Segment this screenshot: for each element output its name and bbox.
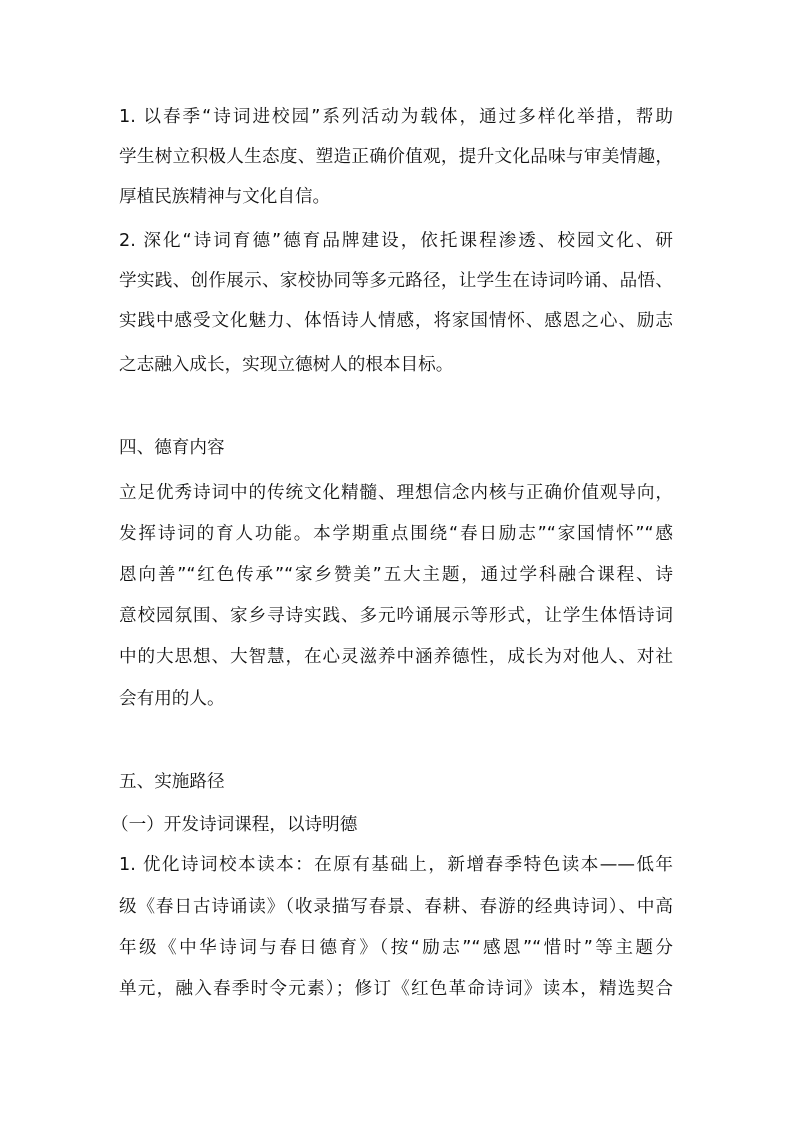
goal-2-line-2: 学实践、创作展示、家校协同等多元路径，让学生在诗词吟诵、品悟、: [119, 271, 673, 291]
section-4-line-2: 发挥诗词的育人功能。本学期重点围绕“春日励志”“家国情怀”“感: [119, 524, 673, 544]
section-4-heading: 四、德育内容: [119, 438, 225, 458]
section-5-subheading: （一）开发诗词课程，以诗明德: [111, 815, 358, 835]
section-4-line-6: 会有用的人。: [119, 689, 225, 709]
section-4-line-4: 意校园氛围、家乡寻诗实践、多元吟诵展示等形式，让学生体悟诗词: [119, 606, 673, 626]
section-5-item-1-line-1: 1. 优化诗词校本读本：在原有基础上，新增春季特色读本——低年: [119, 855, 673, 875]
goal-2-line-4: 之志融入成长，实现立德树人的根本目标。: [119, 355, 454, 375]
section-4-line-3: 恩向善”“红色传承”“家乡赞美”五大主题，通过学科融合课程、诗: [119, 565, 673, 585]
section-5-item-1-line-2: 级《春日古诗诵读》（收录描写春景、春耕、春游的经典诗词）、中高: [119, 897, 673, 917]
section-5-item-1-line-4: 单元，融入春季时令元素）；修订《红色革命诗词》读本，精选契合: [119, 979, 673, 999]
goal-1-line-2: 学生树立积极人生态度、塑造正确价值观，提升文化品味与审美情趣，: [119, 147, 673, 167]
goal-2-line-1: 2. 深化“诗词育德”德育品牌建设，依托课程渗透、校园文化、研: [119, 231, 673, 251]
goal-2-line-3: 实践中感受文化魅力、体悟诗人情感，将家国情怀、感恩之心、励志: [119, 311, 673, 331]
section-4-line-5: 中的大思想、大智慧，在心灵滋养中涵养德性，成长为对他人、对社: [119, 647, 673, 667]
goal-1-line-1: 1. 以春季“诗词进校园”系列活动为载体，通过多样化举措，帮助: [119, 107, 673, 127]
section-5-heading: 五、实施路径: [119, 772, 225, 792]
goal-1-line-3: 厚植民族精神与文化自信。: [119, 187, 331, 207]
section-4-line-1: 立足优秀诗词中的传统文化精髓、理想信念内核与正确价值观导向，: [119, 483, 673, 503]
section-5-item-1-line-3: 年级《中华诗词与春日德育》（按“励志”“感恩”“惜时”等主题分: [119, 938, 673, 958]
